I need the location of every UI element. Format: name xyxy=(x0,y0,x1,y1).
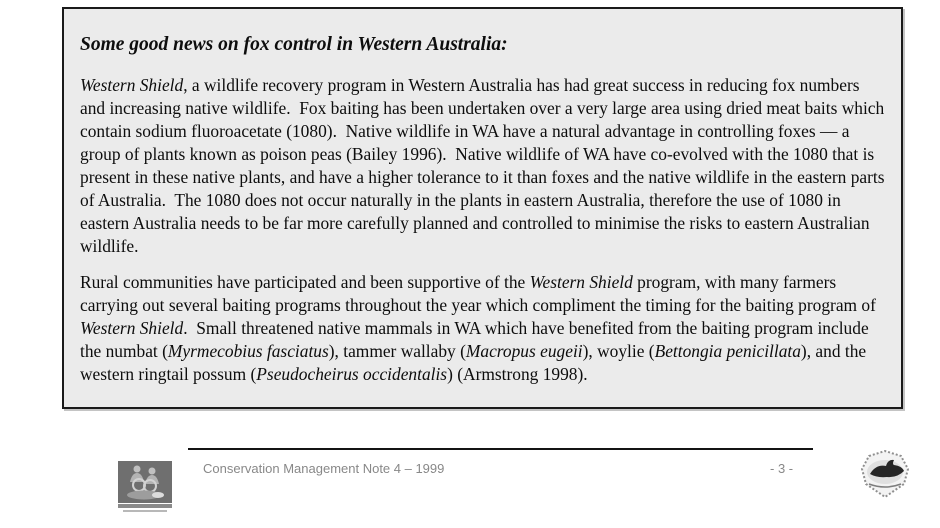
paragraph2-text-1: Rural communities have participated and been supportive of the xyxy=(80,272,530,293)
fox-control-notice-box xyxy=(62,7,903,409)
paragraph2-italic-pseudocheirus: Pseudocheirus occidentalis xyxy=(256,364,448,385)
footer-note-text: Conservation Management Note 4 – 1999 xyxy=(203,461,445,476)
paragraph2-text-6: ), and the western ringtail possum ( xyxy=(80,341,871,385)
page-number: - 3 - xyxy=(770,461,794,476)
conservation-department-crest-logo-icon xyxy=(117,460,173,514)
waterbird-emblem-logo-icon xyxy=(856,447,914,503)
footer-rule xyxy=(188,448,813,450)
crest-logo-graphic xyxy=(117,460,173,514)
paragraph2-text-3: . Small threatened native mammals in WA which have benefited from the baiting program include the numbat ( xyxy=(80,318,874,362)
paragraph1-italic-western-shield: Western Shield xyxy=(80,75,184,96)
notice-paragraph-2 xyxy=(80,271,885,386)
paragraph2-text-7: ) (Armstrong 1998). xyxy=(447,364,588,385)
waterbird-emblem-graphic xyxy=(856,447,914,503)
notice-paragraph-1 xyxy=(80,74,889,258)
paragraph1-body-text: , a wildlife recovery program in Western Australia has had great success in reducing fox numbers and increasing native wildlife. Fox baiting has been undertaken over a very large area using dried meat baits which contain sodium fluoroacetate (1080). Native wildlife in WA have a natural advantage in controlling foxes — a group of plants known as poison peas (Bailey 1996). Native wildlife of WA have co-evolved with the 1080 that is present in these native plants, and have a higher tolerance to it than foxes and the native wildlife in the eastern parts of Australia. The 1080 does not occur naturally in the plants in eastern Australia, therefore the use of 1080 in eastern Australia needs to be far more carefully planned and controlled to minimise the risks to eastern Australian wildlife. xyxy=(80,75,889,257)
paragraph2-text-2: program, with many farmers carrying out several baiting programs throughout the year which compliment the timing for the baiting program of xyxy=(80,272,881,316)
paragraph2-text-5: ), woylie ( xyxy=(582,341,655,362)
notice-title: Some good news on fox control in Western Australia: xyxy=(80,34,508,55)
paragraph2-italic-western-shield-1: Western Shield xyxy=(529,272,633,293)
paragraph2-italic-western-shield-2: Western Shield xyxy=(80,318,184,339)
paragraph2-italic-bettongia: Bettongia penicillata xyxy=(654,341,801,362)
paragraph2-italic-macropus: Macropus eugeii xyxy=(465,341,583,362)
paragraph2-text-4: ), tammer wallaby ( xyxy=(328,341,466,362)
paragraph2-italic-myrmecobius: Myrmecobius fasciatus xyxy=(167,341,329,362)
